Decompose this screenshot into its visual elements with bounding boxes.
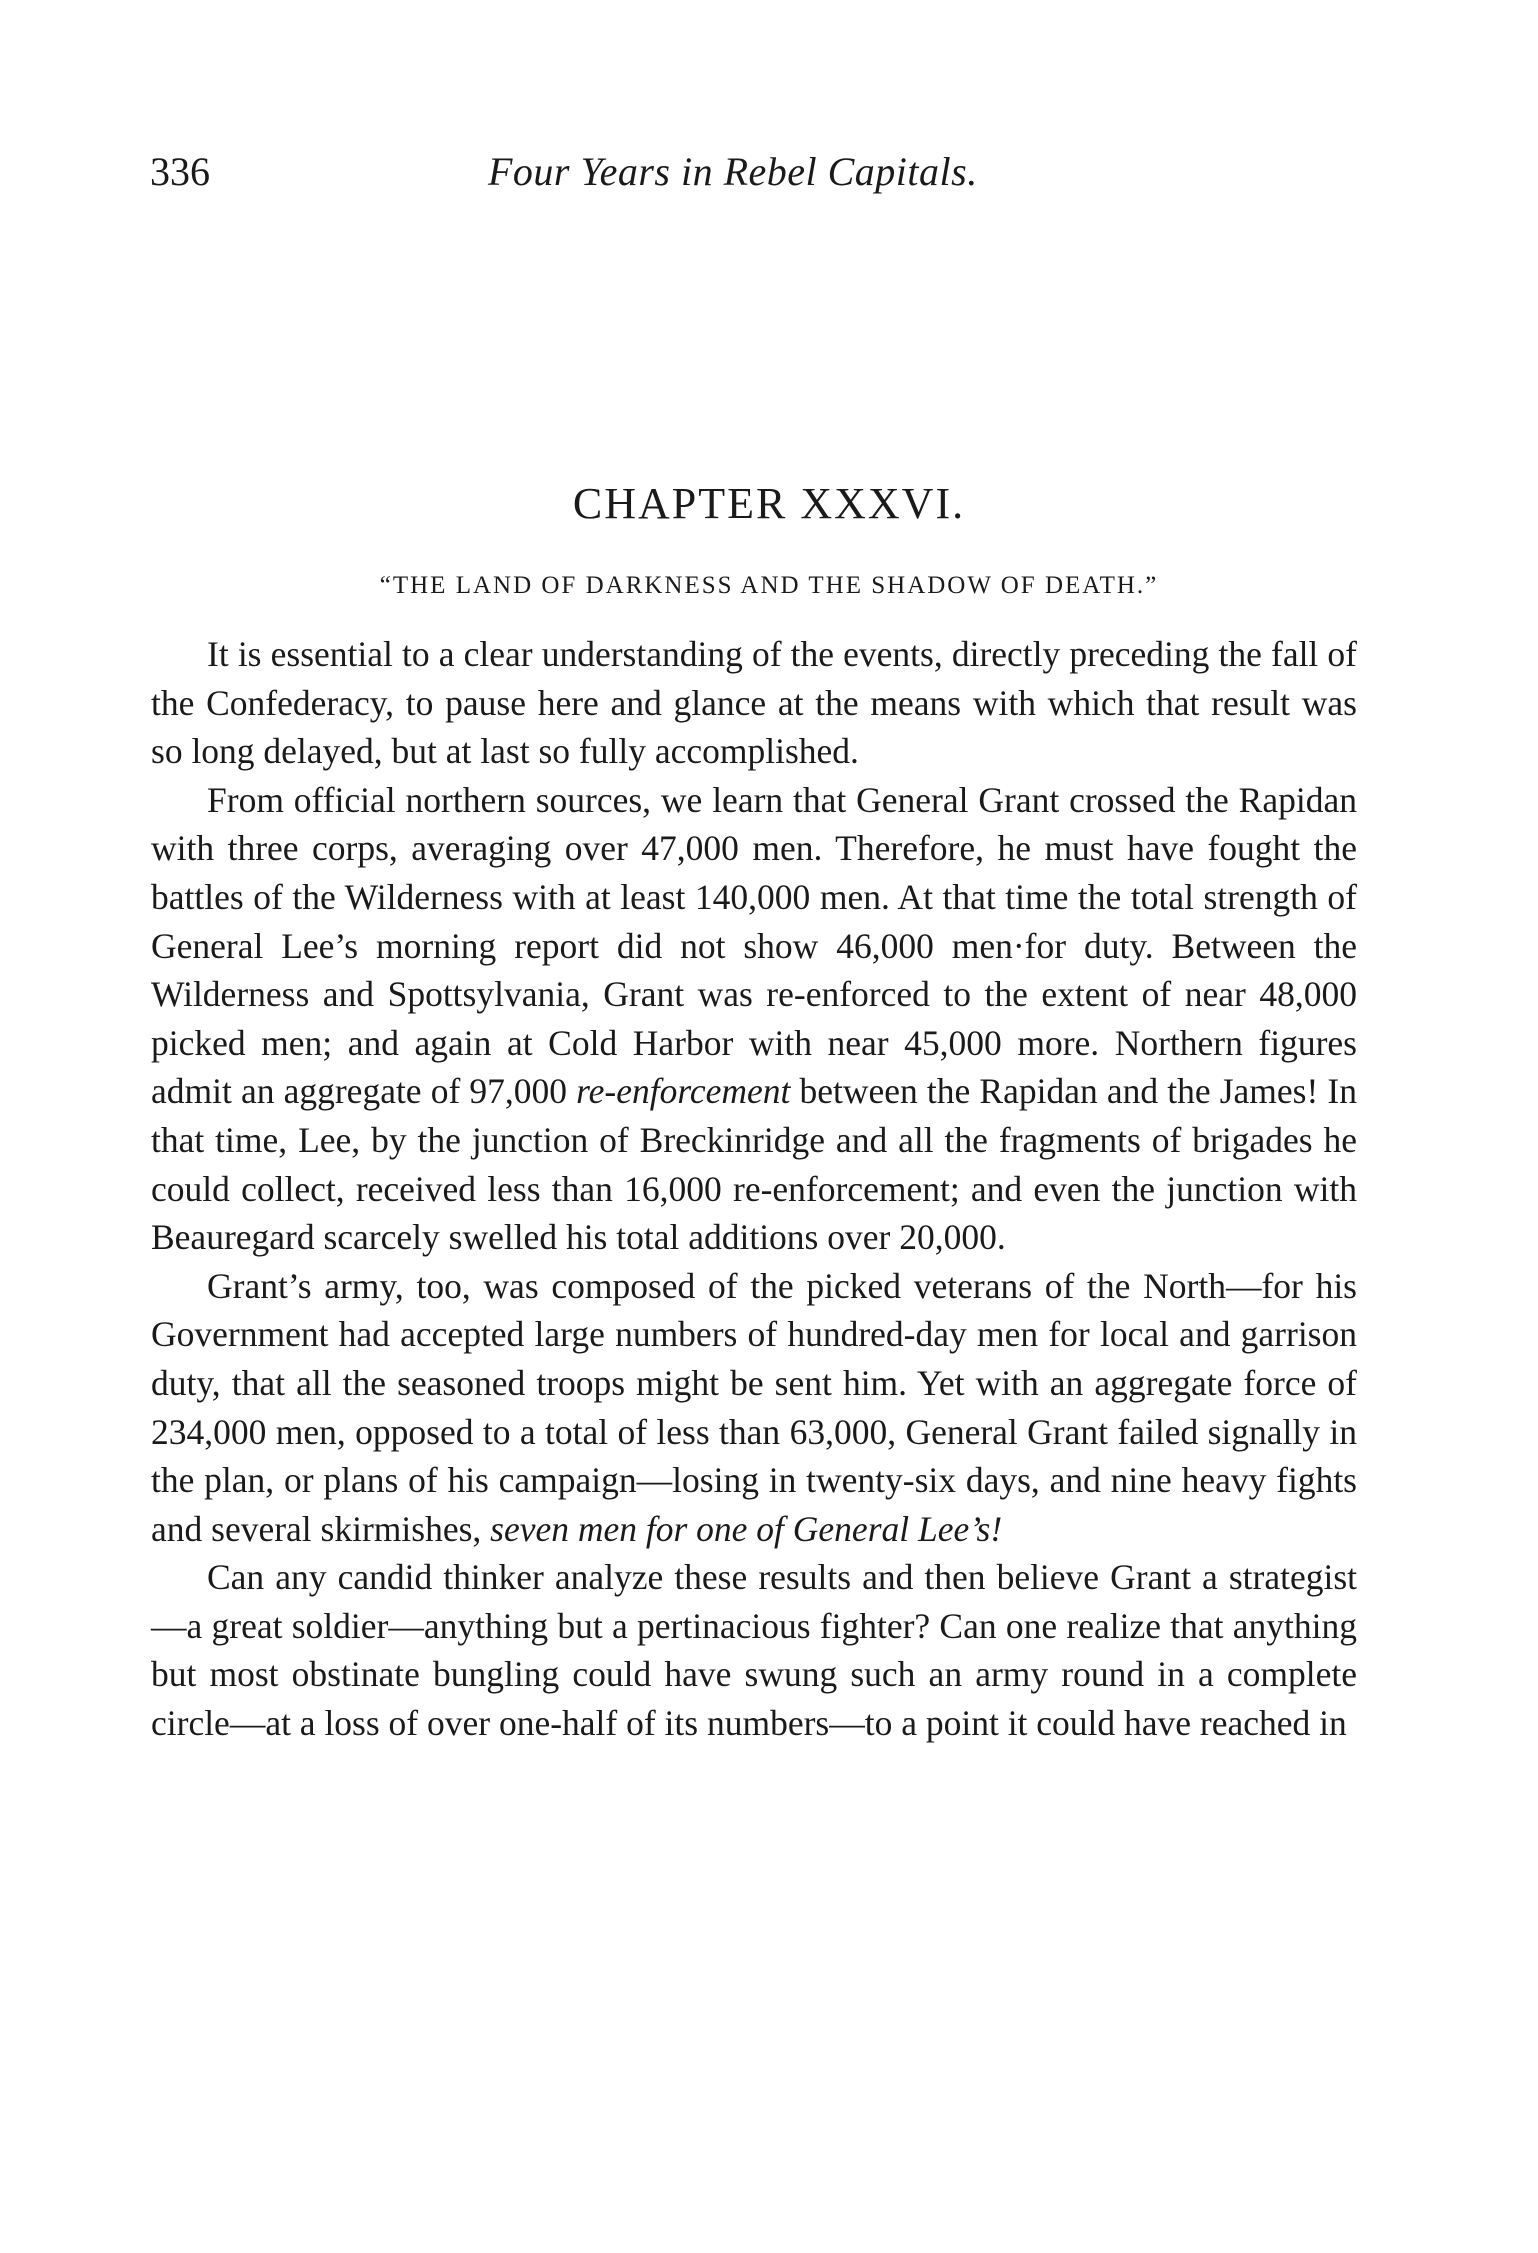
- body-text: [151, 630, 1357, 1748]
- paragraph-text: It is essential to a clear understanding of the events, directly preceding the fall of the Confederacy, to pause here and glance at the means with which that result was so long delayed, but at last so fully accomplished.: [151, 634, 1357, 772]
- italic-emphasis: seven men for one of General Lee’s!: [490, 1508, 1003, 1549]
- chapter-heading: CHAPTER XXXVI.: [572, 479, 966, 528]
- running-title: Four Years in Rebel Capitals.: [488, 149, 978, 194]
- paragraph: [151, 630, 1357, 776]
- italic-emphasis: re-enforcement: [576, 1071, 791, 1112]
- chapter-subtitle: “THE LAND OF DARKNESS AND THE SHADOW OF DEATH.”: [379, 572, 1159, 599]
- paragraph-text: Can any candid thinker analyze these results and then believe Grant a strategist—a great soldier—anything but a pertinacious fighter? Can one realize that anything but most obstinate bungling could have swung such an army round in a complete circle—at a loss of over one-half of its numbers—to a point it could have reached in: [151, 1557, 1357, 1744]
- paragraph: [151, 1553, 1357, 1747]
- paragraph-text: From official northern sources, we learn that General Grant crossed the Rapidan with three corps, averaging over 47,000 men. Therefore, he must have fought the battles of the Wilderness with at least 140,000 men. At that time the total strength of General Lee’s morning report did not show 46,000 men·for duty. Between the Wilderness and Spottsylvania, Grant was re-enforced to the extent of near 48,000 picked men; and again at Cold Harbor with near 45,000 more. Northern figures admit an aggregate of 97,000: [151, 779, 1357, 1112]
- paragraph: [151, 1262, 1357, 1554]
- paragraph: [151, 776, 1357, 1262]
- page-number: 336: [150, 149, 210, 194]
- paragraph-text: between the Rapidan and the James! In that time, Lee, by the junction of Breckinridge and all the fragments of brigades he could collect, received less than 16,000 re-enforcement; and even the junction with Beauregard scarcely swelled his total additions over 20,000.: [151, 1071, 1357, 1258]
- paragraph-text: Grant’s army, too, was composed of the picked veterans of the North—for his Government had accepted large numbers of hundred-day men for local and garrison duty, that all the seasoned troops might be sent him. Yet with an aggregate force of 234,000 men, opposed to a total of less than 63,000, General Grant failed signally in the plan, or plans of his campaign—losing in twenty-six days, and nine heavy fights and several skirmishes,: [151, 1265, 1357, 1549]
- running-head: [150, 148, 1350, 208]
